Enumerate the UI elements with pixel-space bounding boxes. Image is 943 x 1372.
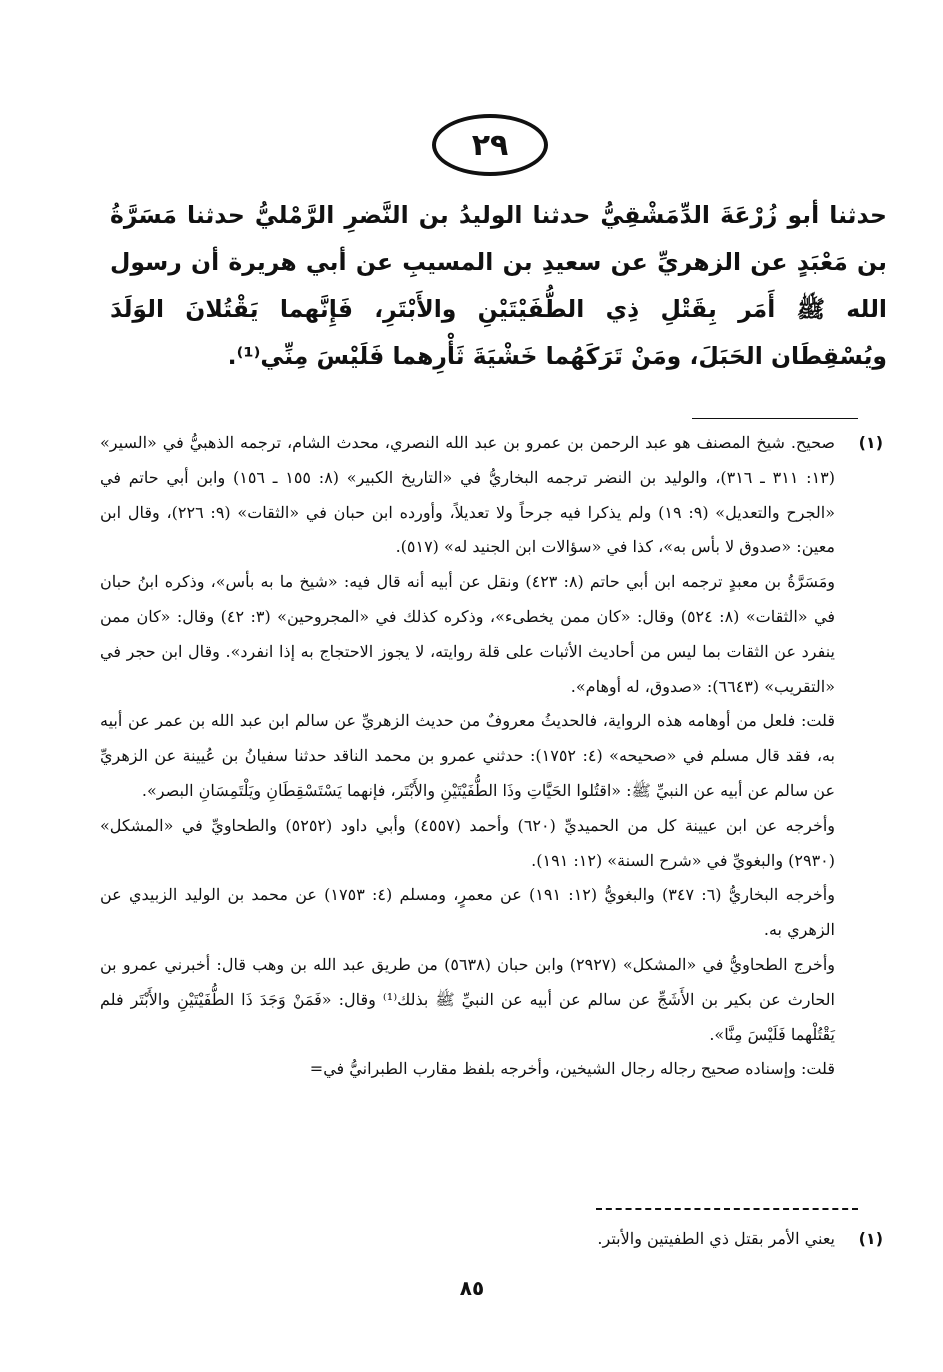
footnote-1 bbox=[100, 426, 883, 1087]
footnote-number: (١) bbox=[858, 433, 883, 452]
footnotes bbox=[100, 426, 883, 1087]
footnote-paragraph: وأخرجه البخاريُّ (٦: ٣٤٧) والبغويُّ (١٢: ١٩١) عن معمرٍ، ومسلم (٤: ١٧٥٣) عن محمد بن الوليد الزبيدي عن الزهري به. bbox=[100, 885, 835, 940]
hadith-number: ٢٩ bbox=[471, 127, 509, 163]
footnote-paragraph: ومَسَرَّةُ بن معبدٍ ترجمه ابن أبي حاتم (٨: ٤٢٣) ونقل عن أبيه أنه قال فيه: «شيخ ما به بأس»، وذكره ابنُ حبان في «الثقات» (٨: ٥٢٤) وقال: «كان ممن يخطىء»، وذكره كذلك في «المجروحين» (٣: ٤٢) وقال: «كان ممن ينفرد عن الثقات بما ليس من أحاديث الأثبات على قلة روايته، لا يجوز الاحتجاج به إذا انفرد». وقال ابن حجر في «التقريب» (٦٦٤٣): «صدوق، له أوهام». bbox=[100, 572, 836, 696]
sub-footnote-text: يعني الأمر بقتل ذي الطفيتين والأبتر. bbox=[597, 1229, 835, 1248]
footnote-paragraph: وأخرجه عن ابن عيينة كل من الحميديِّ (٦٢٠) وأحمد (٤٥٥٧) وأبي داود (٥٢٥٢) والطحاويِّ في «المشكل» (٢٩٣٠) والبغويِّ في «شرح السنة» (١٢: ١٩١). bbox=[100, 815, 836, 870]
footnote-paragraph: قلت: فلعل من أوهامه هذه الرواية، فالحديثُ معروفٌ من حديث الزهريِّ عن سالم ابن عبد الله بن عمر عن أبيه به، فقد قال مسلم في «صحيحه» (٤: ١٧٥٢): حدثني عمرو بن محمد الناقد حدثنا سفيانُ بن عُيينة عن الزهريِّ عن سالم عن أبيه عن النبيِّ ﷺ: «اقتُلوا الحَيَّاتِ وذَا الطُّفَيْتَيْنِ والأَبْتَر، فإنهما يَسْتَسْقِطَانِ ويَلْتَمِسَانِ البصر». bbox=[100, 711, 836, 800]
page-number: ٨٥ bbox=[459, 1276, 485, 1300]
footnote-body bbox=[100, 426, 835, 1087]
footnote-paragraph: وأخرج الطحاويُّ في «المشكل» (٢٩٢٧) وابن حبان (٥٦٣٨) من طريق عبد الله بن وهب قال: أخبرني عمرو بن الحارث عن بكير بن الأَشَجِّ عن سالم عن أبيه عن النبيِّ ﷺ بذلك⁽¹⁾ وقال: «فَمَنْ وَجَدَ ذَا الطُّفَيْتَيْنِ والأَبْتَر فلم يَقْتُلْهما فَلَيْسَ مِنَّا». bbox=[100, 954, 836, 1044]
sub-footnote-number: (١) bbox=[858, 1229, 883, 1248]
sub-footnote bbox=[300, 1224, 883, 1254]
footnote-paragraph: قلت: وإسناده صحيح رجاله رجال الشيخين، وأخرجه بلفظ مقارب الطبرانيُّ في= bbox=[309, 1059, 835, 1079]
hadith-number-badge bbox=[432, 114, 548, 176]
sub-footnote-separator bbox=[596, 1208, 858, 1210]
footnote-paragraph: صحيح. شيخ المصنف هو عبد الرحمن بن عمرو بن عبد الله النصري، محدث الشام، ترجمه الذهبيُّ في «السير» (١٣: ٣١١ ـ ٣١٦)، والوليد بن النضر ترجمه البخاريُّ في «التاريخ الكبير» (٨: ١٥٥ ـ ١٥٦) وابن أبي حاتم في «الجرح والتعديل» (٩: ١٩) ولم يذكرا فيه جرحاً ولا تعديلاً، وأورده ابن حبان في «الثقات» (٩: ٢٢٦)، وقال ابن معين: «صدوق لا بأس به»، كذا في «سؤالات ابن الجنيد له» (٥١٧). bbox=[100, 433, 836, 557]
hadith-text: حدثنا أبو زُرْعَةَ الدِّمَشْقِيُّ حدثنا الوليدُ بن النَّضرِ الرَّمْليُّ حدثنا مَسَرَّةُ بن مَعْبَدٍ عن الزهريِّ عن سعيدِ بن المسيبِ عن أبي هريرة أن رسول الله ﷺ أَمَر بِقَتْلِ ذِي الطُّفَيْتَيْنِ والأَبْتَرِ، فَإِنَّهما يَقْتُلانَ الوَلَدَ ويُسْقِطَان الحَبَلَ، ومَنْ تَرَكَهُما خَشْيَةَ ثَأْرِهما فَلَيْسَ مِنِّي⁽¹⁾. bbox=[110, 201, 887, 370]
footnote-separator bbox=[692, 418, 858, 419]
